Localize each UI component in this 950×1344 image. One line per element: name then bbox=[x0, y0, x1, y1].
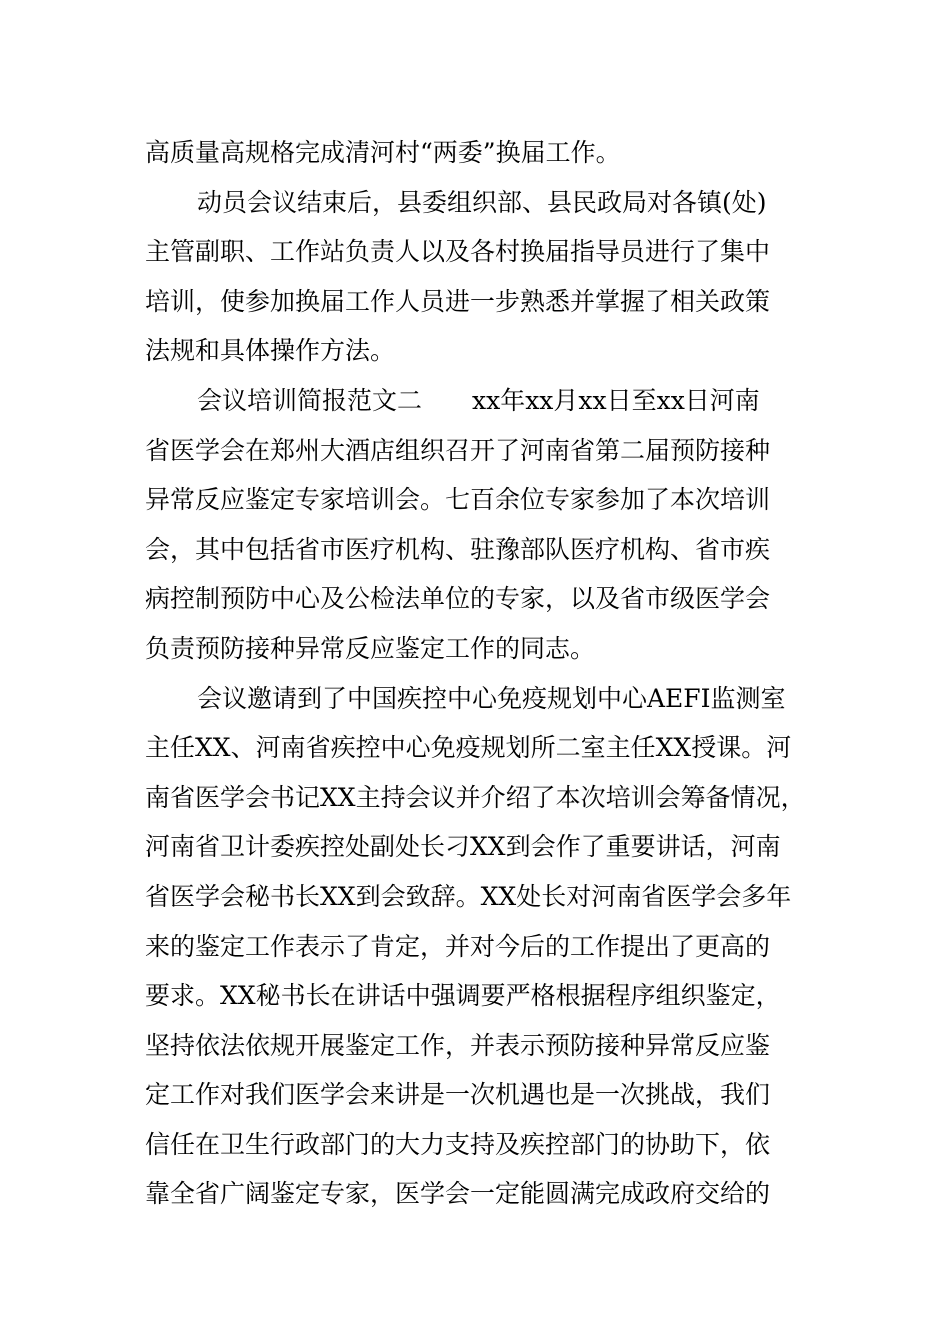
text-line: 坚持依法依规开展鉴定工作，并表示预防接种异常反应鉴 bbox=[145, 1030, 771, 1060]
text-line: 靠全省广阔鉴定专家，医学会一定能圆满完成政府交给的 bbox=[145, 1179, 771, 1209]
text-line: 省医学会在郑州大酒店组织召开了河南省第二届预防接种 bbox=[145, 435, 771, 465]
text-line: 要求。XX秘书长在讲话中强调要严格根据程序组织鉴定， bbox=[145, 981, 781, 1011]
text-line: 主管副职、工作站负责人以及各村换届指导员进行了集中 bbox=[145, 237, 771, 267]
paragraph-start-line: 会议邀请到了中国疾控中心免疫规划中心AEFI监测室 bbox=[197, 683, 786, 713]
text-line: 定工作对我们医学会来讲是一次机遇也是一次挑战，我们 bbox=[145, 1080, 771, 1110]
text-line: 法规和具体操作方法。 bbox=[145, 336, 396, 366]
text-line: 病控制预防中心及公检法单位的专家，以及省市级医学会 bbox=[145, 584, 771, 614]
text-line: 高质量高规格完成清河村“两委”换届工作。 bbox=[145, 138, 621, 167]
paragraph-start-line: 会议培训简报范文二 xx年xx月xx日至xx日河南 bbox=[197, 385, 760, 415]
text-line: 负责预防接种异常反应鉴定工作的同志。 bbox=[145, 633, 596, 663]
text-line: 来的鉴定工作表示了肯定，并对今后的工作提出了更高的 bbox=[145, 931, 771, 961]
body-text bbox=[145, 128, 810, 1219]
text-line: 异常反应鉴定专家培训会。七百余位专家参加了本次培训 bbox=[145, 485, 771, 515]
text-line: 省医学会秘书长XX到会致辞。XX处长对河南省医学会多年 bbox=[145, 881, 792, 911]
paragraph-start-line: 动员会议结束后，县委组织部、县民政局对各镇(处) bbox=[197, 187, 767, 217]
text-line: 南省医学会书记XX主持会议并介绍了本次培训会筹备情况， bbox=[145, 782, 806, 812]
text-line: 河南省卫计委疾控处副处长刁XX到会作了重要讲话，河南 bbox=[145, 832, 781, 862]
text-line: 主任XX、河南省疾控中心免疫规划所二室主任XX授课。河 bbox=[145, 733, 792, 763]
text-line: 会，其中包括省市医疗机构、驻豫部队医疗机构、省市疾 bbox=[145, 534, 771, 564]
text-line: 信任在卫生行政部门的大力支持及疾控部门的协助下，依 bbox=[145, 1129, 771, 1159]
text-line: 培训，使参加换届工作人员进一步熟悉并掌握了相关政策 bbox=[145, 286, 771, 316]
